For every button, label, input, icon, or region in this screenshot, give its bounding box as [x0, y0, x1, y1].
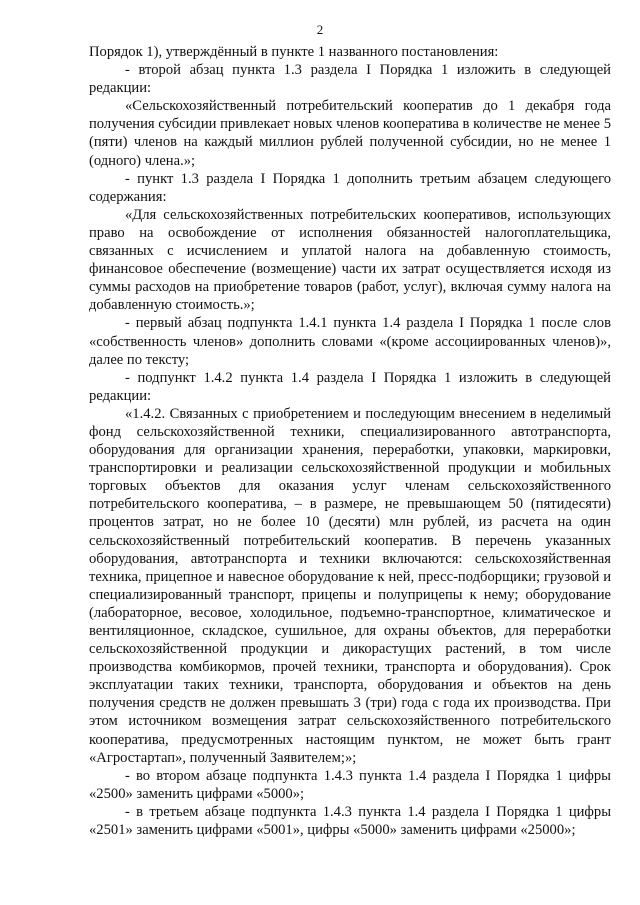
paragraph-5: «Для сельскохозяйственных потребительских кооперативов, использующих право на освобождение от исполнения обязанностей налогоплательщика, связанных с исчислением и уплатой налога на добавленную стоимость, финансовое обеспечение (возмещение) части их затрат осуществляется исходя из суммы расходов на приобретение товаров (работ, услуг), включая сумму налога на добавленную стоимость.»;	[89, 206, 611, 314]
paragraph-8: «1.4.2. Связанных с приобретением и последующим внесением в неделимый фонд сельскохозяйственной техники, специализированного автотранспорта, оборудования для организации хранения, переработки, упаковки, маркировки, транспортировки и реализации сельскохозяйственной продукции и мобильных торговых объектов для оказания услуг членам сельскохозяйственного потребительского кооператива, – в размере, не превышающем 50 (пятидесяти) процентов затрат, но не более 10 (десяти) млн рублей, из расчета на один сельскохозяйственный потребительский кооператив. В перечень указанных оборудования, автотранспорта и техники включаются: сельскохозяйственная техника, прицепное и навесное оборудование к ней, пресс-подборщики; грузовой и специализированный транспорт, прицепы и полуприцепы к нему; оборудование (лабораторное, весовое, холодильное, подъемно-транспортное, климатическое и вентиляционное, складское, сушильное, для охраны объектов, для переработки сельскохозяйственной продукции и дикорастущих растений, в том числе производства комбикормов, прочей техники, транспорта и оборудования). Срок эксплуатации таких техники, транспорта, оборудования и объектов на день получения средств не должен превышать 3 (три) года с года их производства. При этом источником возмещения затрат сельскохозяйственного потребительского кооператива, предусмотренных настоящим пунктом, не может быть грант «Агростартап», полученный Заявителем;»;	[89, 405, 611, 766]
paragraph-10: - в третьем абзаце подпункта 1.4.3 пункта 1.4 раздела I Порядка 1 цифры «2501» заменить цифрами «5001», цифры «5000» заменить цифрами «25000»;	[89, 803, 611, 839]
paragraph-1: Порядок 1), утверждённый в пункте 1 названного постановления:	[89, 44, 499, 60]
paragraph-7: - подпункт 1.4.2 пункта 1.4 раздела I Порядка 1 изложить в следующей редакции:	[89, 369, 611, 404]
paragraph-4: - пункт 1.3 раздела I Порядка 1 дополнить третьим абзацем следующего содержания:	[89, 170, 611, 205]
paragraph-2: - второй абзац пункта 1.3 раздела I Порядка 1 изложить в следующей редакции:	[89, 62, 611, 97]
page-number: 2	[316, 22, 324, 37]
paragraph-9: - во втором абзаце подпункта 1.4.3 пункта 1.4 раздела I Порядка 1 цифры «2500» заменить цифрами «5000»;	[89, 767, 611, 802]
paragraph-6: - первый абзац подпункта 1.4.1 пункта 1.4 раздела I Порядка 1 после слов «собственность членов» дополнить словами «(кроме ассоциированных членов)», далее по тексту;	[89, 315, 611, 368]
paragraph-3: «Сельскохозяйственный потребительский кооператив до 1 декабря года получения субсидии привлекает новых членов кооператива в количестве не менее 5 (пяти) членов на каждый миллион рублей полученной субсидии, но не менее 1 (одного) члена.»;	[89, 98, 611, 169]
document-body	[89, 43, 611, 839]
